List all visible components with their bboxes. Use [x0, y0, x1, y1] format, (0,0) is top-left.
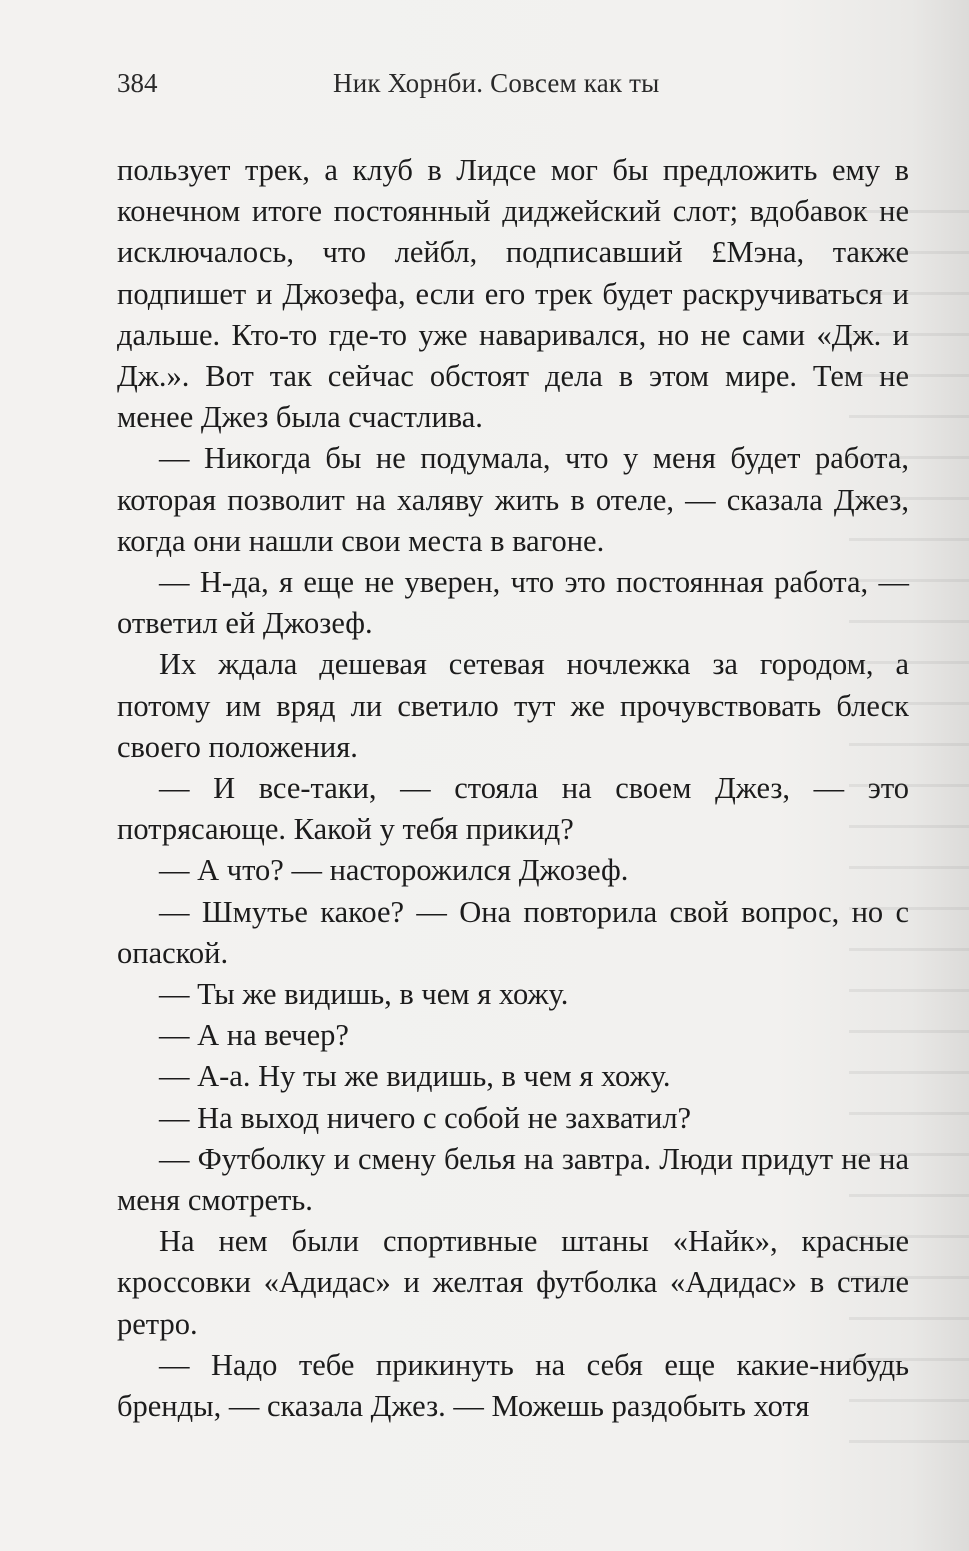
- paragraph-6: — А что? — насторожился Джозеф.: [159, 853, 629, 888]
- paragraph-12: — Футболку и смену белья на завтра. Люди придут не на меня смотреть.: [117, 1141, 909, 1218]
- paragraph-9: — А на вечер?: [159, 1018, 349, 1053]
- paragraph-7: — Шмутье какое? — Она повторила свой вопрос, но с опаской.: [117, 894, 909, 970]
- paragraph-10: — А-а. Ну ты же видишь, в чем я хожу.: [159, 1059, 671, 1094]
- paragraph-4: Их ждала дешевая сетевая ночлежка за городом, а потому им вряд ли светило тут же прочувствовать блеск своего положения.: [117, 647, 909, 764]
- paragraph-14: — Надо тебе прикинуть на себя еще какие-нибудь бренды, — сказала Джез. — Можешь раздобыть хотя: [117, 1347, 909, 1424]
- body-text: [117, 150, 909, 1427]
- paragraph-2: — Никогда бы не подумала, что у меня будет работа, которая позволит на халяву жить в отеле, — сказала Джез, когда они нашли свои места в вагоне.: [117, 441, 909, 558]
- paragraph-13: На нем были спортивные штаны «Найк», красные кроссовки «Адидас» и желтая футболка «Адидас» в стиле ретро.: [117, 1224, 909, 1341]
- paragraph-3: — Н-да, я еще не уверен, что это постоянная работа, — ответил ей Джозеф.: [117, 565, 909, 641]
- running-title: Ник Хорнби. Совсем как ты: [333, 68, 660, 98]
- paragraph-11: — На выход ничего с собой не захватил?: [159, 1100, 692, 1135]
- page-number: 384: [117, 68, 158, 98]
- page-header: [117, 68, 917, 108]
- paragraph-1: пользует трек, а клуб в Лидсе мог бы предложить ему в конечном итоге постоянный диджейский слот; вдобавок не исключалось, что лейбл, подписавший £Мэна, также подпишет и Джозефа, если его трек будет раскручиваться и дальше. Кто-то где-то уже наваривался, но не сами «Дж. и Дж.». Вот так сейчас обстоят дела в этом мире. Тем не менее Джез была счастлива.: [117, 153, 909, 435]
- paragraph-8: — Ты же видишь, в чем я хожу.: [159, 977, 569, 1012]
- paragraph-5: — И все-таки, — стояла на своем Джез, — это потрясающе. Какой у тебя прикид?: [117, 771, 909, 847]
